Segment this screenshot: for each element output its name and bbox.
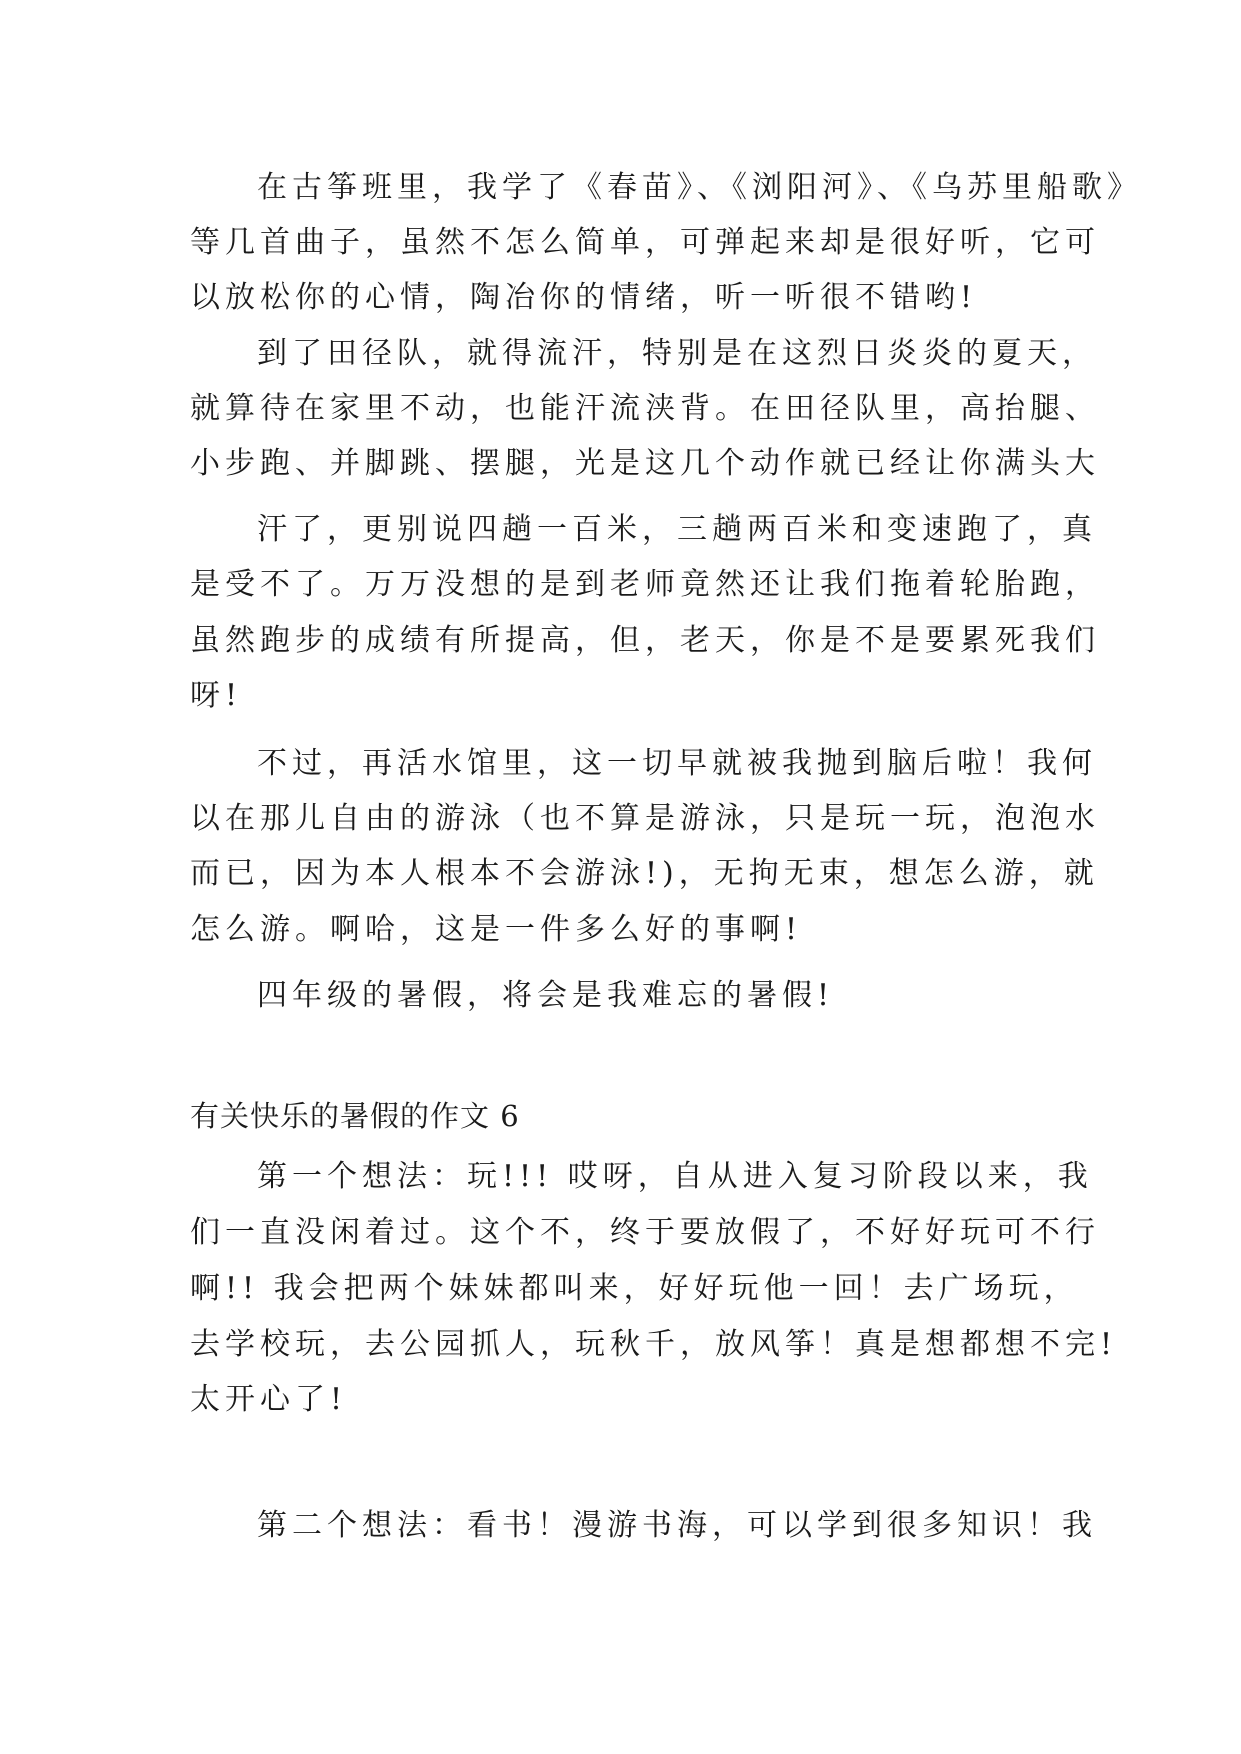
paragraph-line: 而已，因为本人根本不会游泳!)，无拘无束，想怎么游，就 <box>190 856 1099 891</box>
section-heading: 有关快乐的暑假的作文 6 <box>190 1099 520 1133</box>
paragraph-line: 到了田径队，就得流汗，特别是在这烈日炎炎的夏天， <box>257 336 1097 371</box>
paragraph-line: 以在那儿自由的游泳（也不算是游泳，只是玩一玩，泡泡水 <box>190 801 1100 836</box>
paragraph-line: 就算待在家里不动，也能汗流浃背。在田径队里，高抬腿、 <box>190 391 1100 426</box>
paragraph-line: 小步跑、并脚跳、摆腿，光是这几个动作就已经让你满头大 <box>190 446 1100 481</box>
paragraph-line: 虽然跑步的成绩有所提高，但，老天，你是不是要累死我们 <box>190 623 1100 658</box>
paragraph-line: 等几首曲子，虽然不怎么简单，可弹起来却是很好听，它可 <box>190 225 1100 260</box>
paragraph-line: 呀! <box>190 678 243 713</box>
paragraph-line: 第一个想法：玩!!! 哎呀，自从进入复习阶段以来，我 <box>257 1159 1093 1194</box>
paragraph-line: 太开心了! <box>190 1382 348 1417</box>
paragraph-line: 以放松你的心情，陶冶你的情绪，听一听很不错哟! <box>190 280 978 315</box>
paragraph-line: 第二个想法：看书！漫游书海，可以学到很多知识！我 <box>257 1508 1097 1543</box>
paragraph-line: 啊!! 我会把两个妹妹都叫来，好好玩他一回！去广场玩， <box>190 1271 1079 1306</box>
paragraph-line: 不过，再活水馆里，这一切早就被我抛到脑后啦！我何 <box>257 746 1097 781</box>
paragraph-line: 在古筝班里，我学了《春苗》、《浏阳河》、《乌苏里船歌》 <box>257 170 1142 205</box>
paragraph-line: 汗了，更别说四趟一百米，三趟两百米和变速跑了，真 <box>257 512 1097 547</box>
paragraph-line: 去学校玩，去公园抓人，玩秋千，放风筝！真是想都想不完! <box>190 1327 1118 1362</box>
paragraph-line: 四年级的暑假，将会是我难忘的暑假! <box>257 978 835 1013</box>
paragraph-line: 们一直没闲着过。这个不，终于要放假了，不好好玩可不行 <box>190 1215 1100 1250</box>
paragraph-line: 怎么游。啊哈，这是一件多么好的事啊! <box>190 912 803 947</box>
paragraph-line: 是受不了。万万没想的是到老师竟然还让我们拖着轮胎跑， <box>190 567 1100 602</box>
